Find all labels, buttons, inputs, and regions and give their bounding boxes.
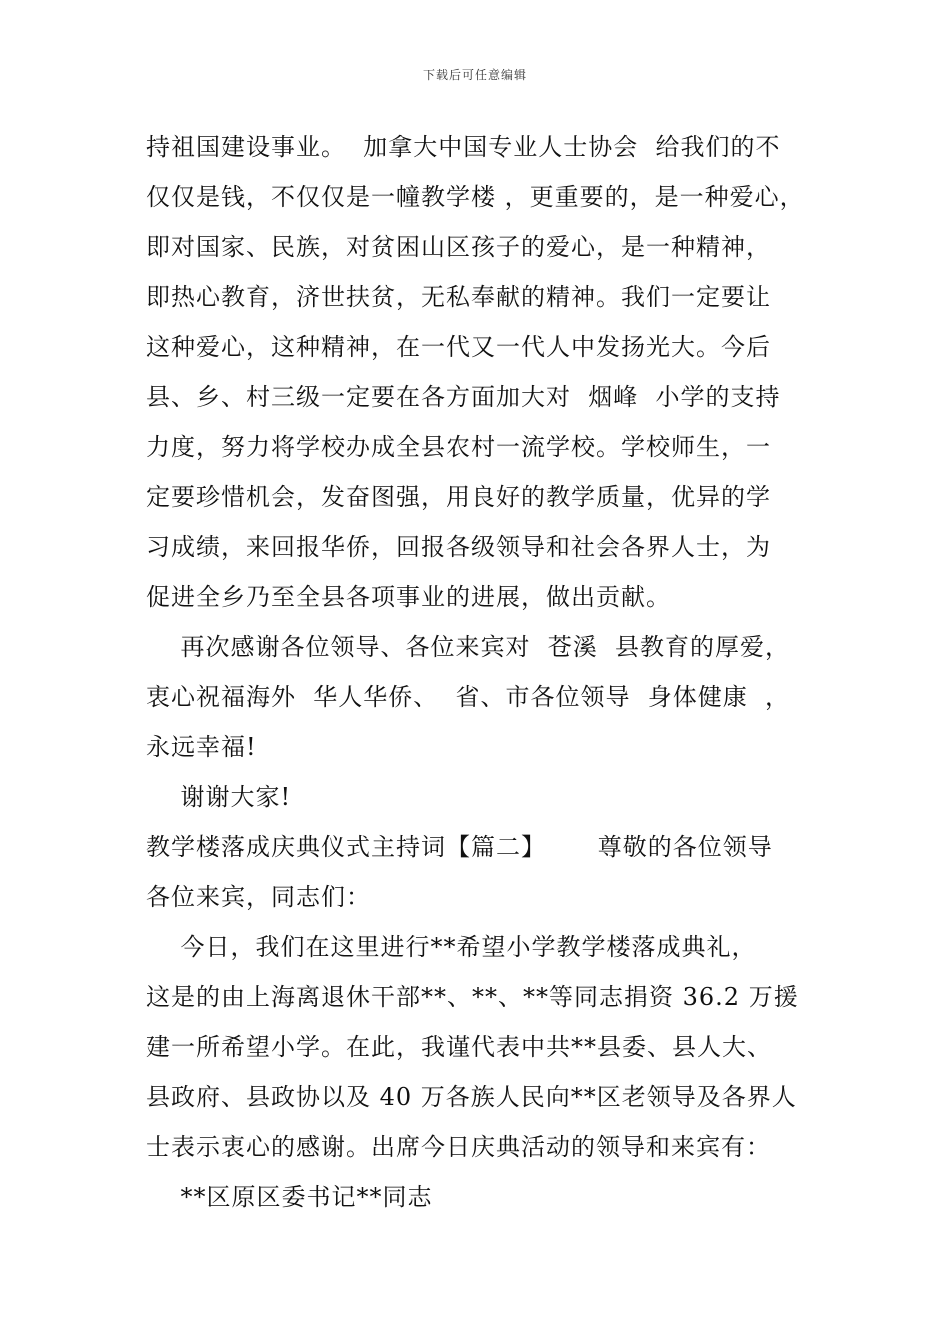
text-line: 这是的由上海离退休干部**、**、**等同志捐资 36.2 万援	[146, 983, 799, 1011]
text-line: 衷心祝福海外 华人华侨、 省、市各位领导 身体健康 ，	[146, 683, 791, 711]
text-line: 这种爱心，这种精神，在一代又一代人中发扬光大。今后	[146, 333, 771, 361]
text-line: 即热心教育，济世扶贫，无私奉献的精神。我们一定要让	[146, 283, 771, 311]
text-line: 持祖国建设事业。 加拿大中国专业人士协会 给我们的不	[146, 133, 781, 161]
text-line: **区原区委书记**同志	[146, 1183, 433, 1211]
section-heading-line: 教学楼落成庆典仪式主持词【篇二】 尊敬的各位领导	[146, 833, 773, 861]
text-line: 县、乡、村三级一定要在各方面加大对 烟峰 小学的支持	[146, 383, 781, 411]
text-line: 习成绩，来回报华侨，回报各级领导和社会各界人士，为	[146, 533, 771, 561]
text-line: 促进全乡乃至全县各项事业的进展，做出贡献。	[146, 583, 671, 611]
text-line: 永远幸福!	[146, 733, 257, 761]
text-line: 县政府、县政协以及 40 万各族人民向**区老领导及各界人	[146, 1083, 797, 1111]
text-line: 各位来宾，同志们：	[146, 883, 371, 911]
text-line: 即对国家、民族，对贫困山区孩子的爱心，是一种精神，	[146, 233, 771, 261]
text-line: 力度，努力将学校办成全县农村一流学校。学校师生，一	[146, 433, 771, 461]
text-line: 建一所希望小学。在此，我谨代表中共**县委、县人大、	[146, 1033, 772, 1061]
text-line: 今日，我们在这里进行**希望小学教学楼落成典礼，	[146, 933, 757, 961]
body-text	[146, 122, 836, 1222]
page-header: 下载后可任意编辑	[422, 68, 527, 82]
text-line: 再次感谢各位领导、各位来宾对 苍溪 县教育的厚爱，	[146, 633, 791, 661]
text-line: 仅仅是钱，不仅仅是一幢教学楼 ，更重要的，是一种爱心，	[146, 183, 805, 211]
text-line: 定要珍惜机会，发奋图强，用良好的教学质量，优异的学	[146, 483, 771, 511]
text-line: 谢谢大家!	[146, 783, 292, 811]
text-line: 士表示衷心的感谢。出席今日庆典活动的领导和来宾有：	[146, 1133, 771, 1161]
